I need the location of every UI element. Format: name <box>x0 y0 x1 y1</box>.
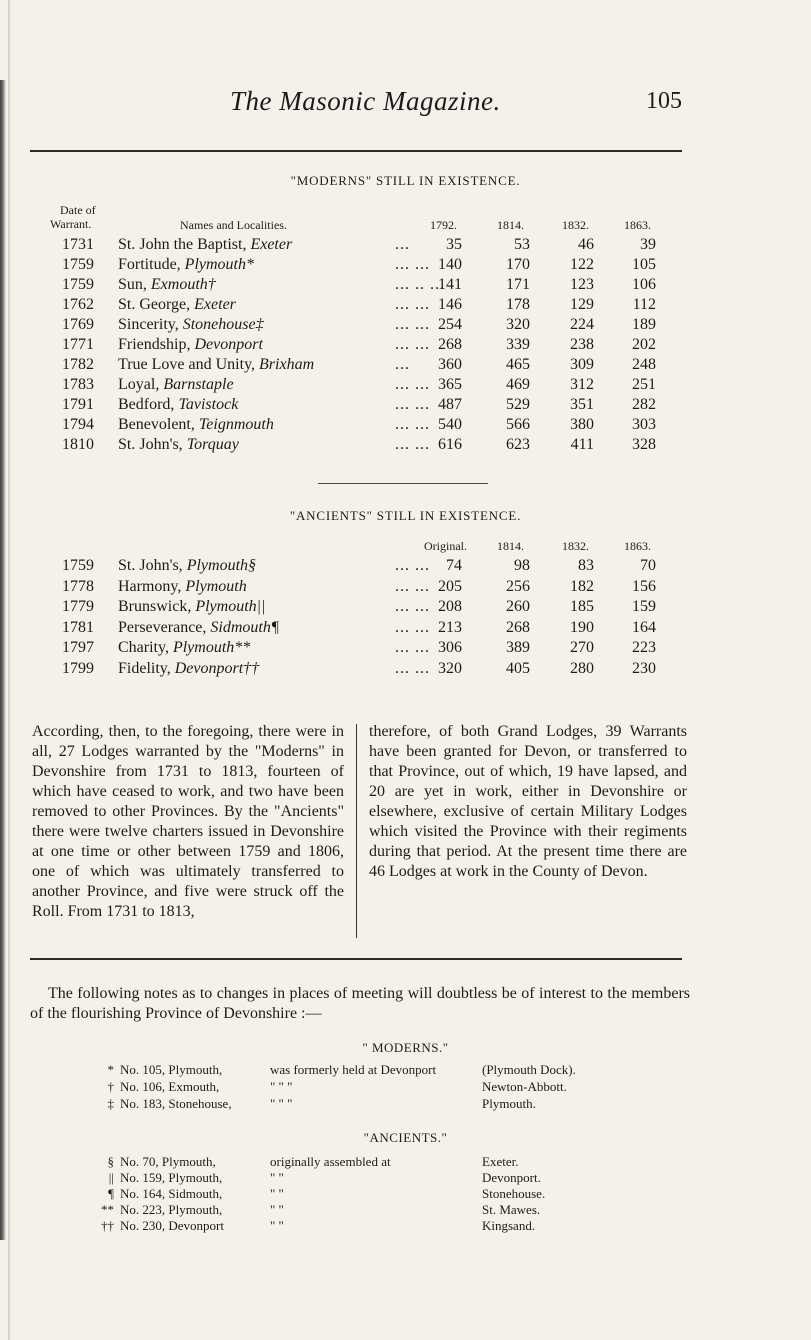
col-year-1792: 1792. <box>430 218 457 232</box>
warrant-date: 1794 <box>62 416 94 433</box>
note-lodge: No. 183, Stonehouse, <box>120 1096 232 1111</box>
count-col-2: 170 <box>506 256 530 273</box>
notes-intro <box>30 984 690 1024</box>
count-col-3: 238 <box>570 336 594 353</box>
page-number: 105 <box>646 88 682 114</box>
lodge-name-cell <box>118 256 254 274</box>
lodge-name: St. John the Baptist, <box>118 236 247 253</box>
count-col-3: 380 <box>570 416 594 433</box>
count-col-2: 339 <box>506 336 530 353</box>
lodge-name-cell <box>118 639 250 657</box>
table-row <box>0 598 811 618</box>
count-col-2: 256 <box>506 577 530 595</box>
count-col-4: 189 <box>632 316 656 333</box>
note-mark: ** <box>101 1202 114 1217</box>
note-verb: " " " <box>270 1096 293 1111</box>
lodge-name-cell <box>118 376 234 394</box>
lodge-name-cell <box>118 557 256 575</box>
body-rule <box>30 958 682 960</box>
count-col-1: 268 <box>438 336 462 353</box>
count-col-4: 39 <box>640 236 656 253</box>
warrant-date: 1759 <box>62 256 94 273</box>
leader-dots: ... ... <box>395 376 430 393</box>
notes-ancients-title: "ANCIENTS." <box>363 1130 448 1145</box>
count-col-1: 254 <box>438 316 462 333</box>
count-col-4: 303 <box>632 416 656 433</box>
count-col-4: 202 <box>632 336 656 353</box>
count-col-1: 208 <box>438 598 462 615</box>
section-divider <box>318 483 488 484</box>
count-col-1: 205 <box>438 577 462 595</box>
table-row <box>0 619 811 639</box>
note-verb: " " <box>270 1170 284 1185</box>
lodge-locality: Plymouth* <box>184 256 254 273</box>
note-lodge: No. 223, Plymouth, <box>120 1202 223 1217</box>
lodge-locality: Sidmouth¶ <box>210 618 280 636</box>
lodge-locality: Exeter <box>250 236 293 253</box>
lodge-name-cell <box>118 598 265 616</box>
count-col-2: 405 <box>506 659 530 677</box>
note-item <box>0 1062 811 1078</box>
col-year-1863: 1863. <box>624 218 651 232</box>
count-col-1: 141 <box>438 276 462 293</box>
lodge-name: True Love and Unity, <box>118 356 256 373</box>
count-col-2: 566 <box>506 416 530 433</box>
count-col-3: 270 <box>570 639 594 656</box>
lodge-locality: Teignmouth <box>198 416 274 433</box>
lodge-name: Sun, <box>118 276 147 293</box>
note-item <box>0 1186 811 1202</box>
count-col-3: 129 <box>570 296 594 313</box>
count-col-2: 260 <box>506 598 530 615</box>
count-col-3: 185 <box>570 598 594 615</box>
count-col-4: 230 <box>632 659 656 677</box>
lodge-locality: Stonehouse‡ <box>182 316 264 333</box>
notes-intro-text: The following notes as to changes in places of meeting will doubtless be of interest to the members of the flourishing Province of Devonshire :— <box>30 985 690 1022</box>
count-col-3: 280 <box>570 659 594 677</box>
lodge-name: Friendship, <box>118 336 191 353</box>
table-row <box>0 639 811 659</box>
header-rule <box>30 150 682 152</box>
count-col-4: 156 <box>632 577 656 595</box>
leader-dots: ... .. ... <box>395 276 445 293</box>
lodge-name: St. John's, <box>118 557 183 574</box>
count-col-4: 70 <box>640 557 656 574</box>
count-col-1: 306 <box>438 639 462 656</box>
note-lodge: No. 105, Plymouth, <box>120 1062 223 1077</box>
note-place: Stonehouse. <box>482 1186 546 1201</box>
count-col-2: 389 <box>506 639 530 656</box>
count-col-4: 105 <box>632 256 656 273</box>
note-lodge: No. 106, Exmouth, <box>120 1079 220 1094</box>
note-place: Devonport. <box>482 1170 541 1185</box>
warrant-date: 1783 <box>62 376 94 393</box>
count-col-1: 213 <box>438 618 462 636</box>
table-row <box>0 256 811 276</box>
note-mark: †† <box>101 1218 114 1233</box>
lodge-name: St. George, <box>118 296 191 313</box>
warrant-date: 1731 <box>62 236 94 253</box>
warrant-date: 1799 <box>62 659 94 677</box>
table-row <box>0 376 811 396</box>
count-col-4: 106 <box>632 276 656 293</box>
note-mark: || <box>108 1170 114 1185</box>
leader-dots: ... <box>395 236 410 253</box>
note-lodge: No. 70, Plymouth, <box>120 1154 216 1169</box>
table-row <box>0 660 811 680</box>
count-col-1: 146 <box>438 296 462 313</box>
count-col-2: 268 <box>506 618 530 636</box>
lodge-name-cell <box>118 436 239 454</box>
lodge-name: Loyal, <box>118 376 160 393</box>
count-col-2: 171 <box>506 276 530 293</box>
warrant-date: 1762 <box>62 296 94 313</box>
leader-dots: ... ... <box>395 316 430 333</box>
note-place: Exeter. <box>482 1154 519 1169</box>
count-col-2: 98 <box>514 557 530 574</box>
lodge-name-cell <box>118 316 264 334</box>
lodge-name: Benevolent, <box>118 416 195 433</box>
lodge-name: Charity, <box>118 639 169 656</box>
col-year-1863-b: 1863. <box>624 539 651 553</box>
lodge-name: Perseverance, <box>118 618 207 636</box>
note-place: St. Mawes. <box>482 1202 541 1217</box>
count-col-3: 312 <box>570 376 594 393</box>
notes-moderns-title: " MODERNS." <box>362 1040 449 1055</box>
leader-dots: ... ... <box>395 639 430 656</box>
body-right-column <box>369 722 687 882</box>
note-mark: § <box>107 1154 114 1169</box>
lodge-locality: Barnstaple <box>163 376 234 393</box>
count-col-1: 540 <box>438 416 462 433</box>
page-header <box>0 86 811 126</box>
count-col-3: 83 <box>578 557 594 574</box>
count-col-1: 35 <box>446 236 462 253</box>
lodge-name-cell <box>118 236 292 254</box>
count-col-3: 309 <box>570 356 594 373</box>
count-col-2: 623 <box>506 436 530 453</box>
count-col-2: 469 <box>506 376 530 393</box>
note-place: Kingsand. <box>482 1218 536 1233</box>
note-verb: originally assembled at <box>270 1154 391 1169</box>
table-row <box>0 316 811 336</box>
note-item <box>0 1202 811 1218</box>
warrant-date: 1781 <box>62 618 94 636</box>
note-place: (Plymouth Dock). <box>482 1062 576 1077</box>
table-row <box>0 296 811 316</box>
lodge-name: Brunswick, <box>118 598 192 615</box>
leader-dots: ... ... <box>395 659 430 677</box>
lodge-name-cell <box>118 578 247 596</box>
lodge-locality: Devonport <box>194 336 263 353</box>
leader-dots: ... ... <box>395 577 430 595</box>
note-item <box>0 1079 811 1095</box>
note-item <box>0 1218 811 1234</box>
leader-dots: ... ... <box>395 436 430 453</box>
count-col-1: 365 <box>438 376 462 393</box>
lodge-name-cell <box>118 276 216 294</box>
lodge-locality: Plymouth** <box>172 639 251 656</box>
table-row <box>0 336 811 356</box>
column-divider <box>356 724 357 938</box>
lodge-name-cell <box>118 336 263 354</box>
lodge-locality: Brixham <box>259 356 315 373</box>
lodge-name: Harmony, <box>118 577 182 595</box>
leader-dots: ... ... <box>395 598 430 615</box>
col-year-1832: 1832. <box>562 218 589 232</box>
count-col-2: 465 <box>506 356 530 373</box>
ancients-title: "ANCIENTS" STILL IN EXISTENCE. <box>289 508 522 523</box>
count-col-1: 616 <box>438 436 462 453</box>
count-col-4: 251 <box>632 376 656 393</box>
count-col-4: 282 <box>632 396 656 413</box>
note-item <box>0 1170 811 1186</box>
leader-dots: ... ... <box>395 296 430 313</box>
lodge-name-cell <box>118 416 274 434</box>
lodge-name: Fortitude, <box>118 256 181 273</box>
note-mark: ‡ <box>107 1096 114 1111</box>
note-mark: † <box>107 1079 114 1094</box>
note-lodge: No. 164, Sidmouth, <box>120 1186 223 1201</box>
lodge-locality: Exmouth† <box>150 276 216 293</box>
count-col-2: 178 <box>506 296 530 313</box>
col-year-1814-b: 1814. <box>497 539 524 553</box>
count-col-4: 164 <box>632 618 656 636</box>
leader-dots: ... ... <box>395 557 430 574</box>
lodge-locality: Plymouth§ <box>186 557 257 574</box>
count-col-3: 46 <box>578 236 594 253</box>
note-verb: " " <box>270 1186 284 1201</box>
leader-dots: ... ... <box>395 396 430 413</box>
warrant-date: 1791 <box>62 396 94 413</box>
note-mark: * <box>107 1062 114 1077</box>
table-row <box>0 396 811 416</box>
note-mark: ¶ <box>108 1186 114 1201</box>
table-row <box>0 578 811 598</box>
note-item <box>0 1096 811 1112</box>
note-verb: " " <box>270 1218 284 1233</box>
leader-dots: ... ... <box>395 416 430 433</box>
count-col-4: 223 <box>632 639 656 656</box>
leader-dots: ... <box>395 356 410 373</box>
table-row <box>0 436 811 456</box>
col-date-label-1: Date of <box>60 203 96 217</box>
warrant-date: 1810 <box>62 436 94 453</box>
note-place: Newton-Abbott. <box>482 1079 567 1094</box>
warrant-date: 1759 <box>62 557 94 574</box>
count-col-3: 411 <box>570 436 594 453</box>
lodge-name-cell <box>118 396 238 414</box>
body-left-text: According, then, to the foregoing, there were in all, 27 Lodges warranted by the "Moderns" in Devonshire from 1731 to 1813, fourteen of which have ceased to work, and two have been removed to other Provinces. By the "Ancients" there were twelve charters issued in Devonshire at one time or other between 1759 and 1806, one of which was ultimately transferred to another Province, and five were struck off the Roll. From 1731 to 1813, <box>32 723 344 920</box>
lodge-locality: Exeter <box>194 296 236 313</box>
warrant-date: 1779 <box>62 598 94 615</box>
table-row <box>0 276 811 296</box>
count-col-3: 351 <box>570 396 594 413</box>
count-col-4: 248 <box>632 356 656 373</box>
col-year-1814: 1814. <box>497 218 524 232</box>
note-lodge: No. 159, Plymouth, <box>120 1170 223 1185</box>
lodge-locality: Devonport†† <box>174 659 260 677</box>
count-col-1: 360 <box>438 356 462 373</box>
body-left-column <box>32 722 344 922</box>
lodge-locality: Torquay <box>186 436 239 453</box>
count-col-3: 122 <box>570 256 594 273</box>
col-year-1832-b: 1832. <box>562 539 589 553</box>
lodge-locality: Tavistock <box>178 396 239 413</box>
lodge-name-cell <box>118 660 259 678</box>
count-col-3: 224 <box>570 316 594 333</box>
note-verb: was formerly held at Devonport <box>270 1062 437 1077</box>
note-verb: " " <box>270 1202 284 1217</box>
note-verb: " " " <box>270 1079 293 1094</box>
running-title: The Masonic Magazine. <box>230 86 501 116</box>
note-lodge: No. 230, Devonport <box>120 1218 224 1233</box>
lodge-name-cell <box>118 296 236 314</box>
note-item <box>0 1154 811 1170</box>
lodge-locality: Plymouth <box>185 577 247 595</box>
warrant-date: 1769 <box>62 316 94 333</box>
lodge-name: Bedford, <box>118 396 175 413</box>
count-col-1: 140 <box>438 256 462 273</box>
count-col-1: 74 <box>446 557 462 574</box>
col-date-label-2: Warrant. <box>50 217 92 231</box>
warrant-date: 1759 <box>62 276 94 293</box>
table-row <box>0 557 811 577</box>
table-row <box>0 416 811 436</box>
count-col-1: 320 <box>438 659 462 677</box>
warrant-date: 1771 <box>62 336 94 353</box>
lodge-locality: Plymouth|| <box>195 598 266 615</box>
moderns-title: "MODERNS" STILL IN EXISTENCE. <box>290 173 521 188</box>
lodge-name: Fidelity, <box>118 659 171 677</box>
count-col-1: 487 <box>438 396 462 413</box>
warrant-date: 1782 <box>62 356 94 373</box>
table-row <box>0 356 811 376</box>
lodge-name-cell <box>118 356 314 374</box>
warrant-date: 1778 <box>62 577 94 595</box>
count-col-2: 53 <box>514 236 530 253</box>
table-row <box>0 236 811 256</box>
count-col-4: 159 <box>632 598 656 615</box>
note-place: Plymouth. <box>482 1096 536 1111</box>
count-col-3: 123 <box>570 276 594 293</box>
lodge-name: St. John's, <box>118 436 183 453</box>
lodge-name: Sincerity, <box>118 316 179 333</box>
body-right-text: therefore, of both Grand Lodges, 39 Warrants have been granted for Devon, or transferred to that Province, out of which, 19 have lapsed, and 20 are yet in work, either in Devonshire or elsewhere, exclusive of certain Military Lodges which visited the Province with their regiments during that period. At the present time there are 46 Lodges at work in the County of Devon. <box>369 723 687 880</box>
count-col-2: 529 <box>506 396 530 413</box>
col-names-label: Names and Localities. <box>180 218 287 232</box>
warrant-date: 1797 <box>62 639 94 656</box>
leader-dots: ... ... <box>395 336 430 353</box>
count-col-3: 182 <box>570 577 594 595</box>
count-col-4: 328 <box>632 436 656 453</box>
leader-dots: ... ... <box>395 256 430 273</box>
count-col-2: 320 <box>506 316 530 333</box>
leader-dots: ... ... <box>395 618 430 636</box>
count-col-4: 112 <box>632 296 656 313</box>
count-col-3: 190 <box>570 618 594 636</box>
col-original: Original. <box>424 539 467 553</box>
lodge-name-cell <box>118 619 279 637</box>
